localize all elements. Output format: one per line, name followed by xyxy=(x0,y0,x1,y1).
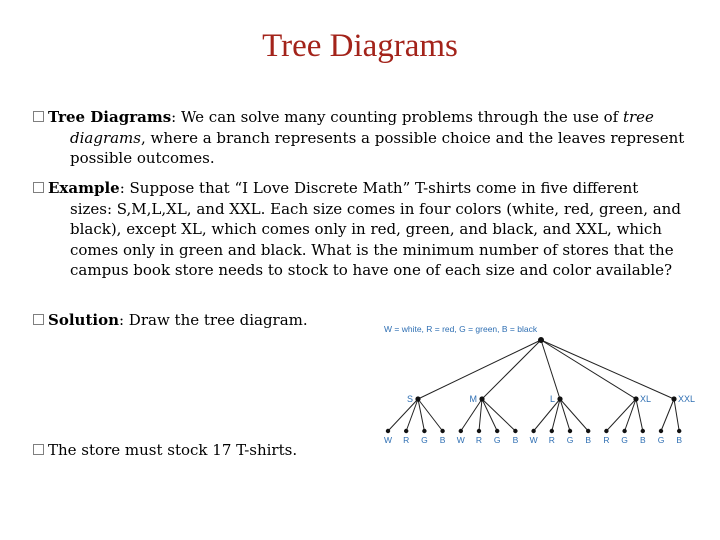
leaf-label: B xyxy=(512,435,519,445)
root-node xyxy=(538,337,544,343)
slide-title: Tree Diagrams xyxy=(262,28,458,64)
leaf-label: W xyxy=(529,435,538,445)
size-node xyxy=(557,396,562,401)
size-node xyxy=(479,396,484,401)
branch-line xyxy=(482,340,541,399)
leaf-label: B xyxy=(585,435,592,445)
leaf-branch-line xyxy=(560,399,588,431)
bullet-text: : We can solve many counting problems through the use of xyxy=(171,108,623,126)
size-label: XL xyxy=(640,394,652,404)
leaf-label: B xyxy=(639,435,646,445)
leaf-label: G xyxy=(566,435,574,445)
leaf-node xyxy=(677,429,681,433)
term-italic: tree diagrams xyxy=(70,108,654,147)
bullet-example xyxy=(33,178,685,281)
leaf-node xyxy=(604,429,608,433)
leaf-branch-line xyxy=(388,399,418,431)
branch-line xyxy=(418,340,541,399)
term-tree-diagrams: Tree Diagrams xyxy=(48,108,172,126)
diagram-legend: W = white, R = red, G = green, B = black xyxy=(384,324,538,334)
leaf-label: R xyxy=(603,435,610,445)
leaf-node xyxy=(477,429,481,433)
bullet-text: The store must stock 17 T-shirts. xyxy=(48,441,298,459)
size-node xyxy=(633,396,638,401)
leaf-node xyxy=(550,429,554,433)
leaf-label: R xyxy=(403,435,410,445)
bullet-text: : Draw the tree diagram. xyxy=(118,311,308,329)
leaf-label: B xyxy=(676,435,683,445)
bullet-box-icon xyxy=(33,444,44,455)
size-label: L xyxy=(549,394,555,404)
term-solution: Solution xyxy=(48,311,119,329)
leaf-label: W xyxy=(456,435,465,445)
leaf-node xyxy=(531,429,535,433)
leaf-node xyxy=(440,429,444,433)
leaf-branch-line xyxy=(482,399,515,431)
leaf-label: R xyxy=(548,435,555,445)
leaf-label: G xyxy=(493,435,501,445)
branch-line xyxy=(541,340,560,399)
leaf-node xyxy=(641,429,645,433)
leaf-node xyxy=(459,429,463,433)
size-node xyxy=(671,396,676,401)
leaf-branch-line xyxy=(625,399,636,431)
leaf-node xyxy=(622,429,626,433)
leaf-label: R xyxy=(475,435,483,445)
size-label: M xyxy=(469,394,477,404)
leaf-branch-line xyxy=(482,399,497,431)
bullet-box-icon xyxy=(33,111,44,122)
bullet-tree-diagrams xyxy=(33,107,685,169)
leaf-node xyxy=(422,429,426,433)
bullet-box-icon xyxy=(33,314,44,325)
leaf-label: G xyxy=(657,435,665,445)
branch-line xyxy=(541,340,636,399)
leaf-node xyxy=(386,429,390,433)
branch-line xyxy=(541,340,674,399)
leaf-node xyxy=(586,429,590,433)
leaf-label: W xyxy=(383,435,393,445)
leaf-node xyxy=(513,429,517,433)
leaf-label: G xyxy=(621,435,628,445)
leaf-node xyxy=(659,429,663,433)
size-label: XXL xyxy=(678,394,696,404)
leaf-node xyxy=(495,429,499,433)
bullet-box-icon xyxy=(33,182,44,193)
bullet-text: : Suppose that “I Love Discrete Math” T-shirts come in five different sizes: S,M,L,XL, and XXL. Each size comes in four colors (white, red, green, and black), except XL, which comes only in red, green, and black, and XXL, which comes only in green and black. What is the minimum number of stores that the campus book store needs to stock to have one of each size and color available? xyxy=(70,179,681,279)
size-label: S xyxy=(406,394,413,404)
leaf-branch-line xyxy=(479,399,482,431)
tree-diagram xyxy=(380,318,700,448)
leaf-node xyxy=(568,429,572,433)
leaf-node xyxy=(404,429,408,433)
bullet-text-rest: , where a branch represents a possible choice and the leaves represent possible outcomes. xyxy=(70,128,685,167)
leaf-branch-line xyxy=(560,399,570,431)
size-node xyxy=(415,396,420,401)
term-example: Example xyxy=(48,179,120,197)
leaf-label: G xyxy=(421,435,428,445)
leaf-branch-line xyxy=(606,399,636,431)
leaf-branch-line xyxy=(661,399,674,431)
leaf-label: B xyxy=(439,435,446,445)
